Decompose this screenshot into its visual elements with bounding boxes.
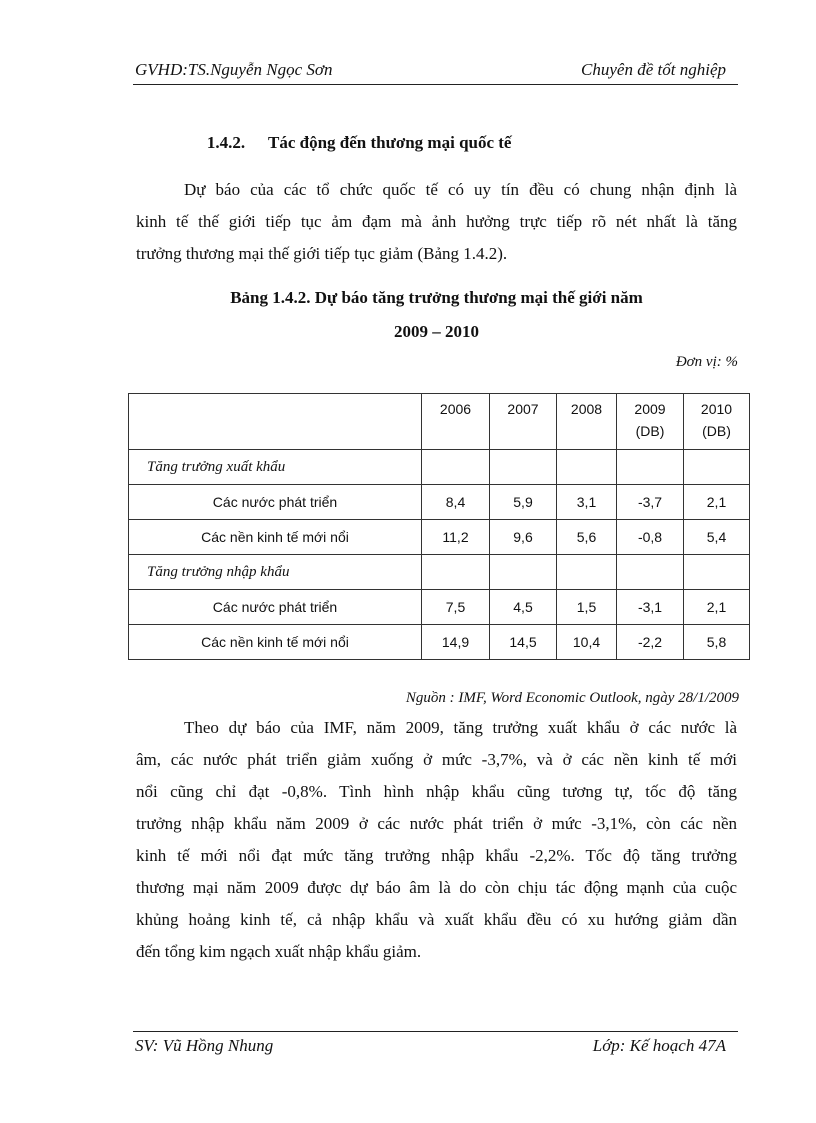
- intro-line: trưởng thương mại thế giới tiếp tục giảm (Bảng 1.4.2).: [136, 244, 508, 263]
- table-unit: Đơn vị: %: [675, 354, 738, 370]
- table-header-row: [129, 394, 750, 450]
- cell-value: -0,8: [617, 520, 684, 555]
- body-line: Theo dự báo của IMF, năm 2009, tăng trưởng xuất khẩu ở các nước là: [184, 718, 737, 737]
- row-label: Các nước phát triển: [129, 590, 422, 625]
- row-label: Các nền kinh tế mới nổi: [129, 520, 422, 555]
- cell-value: 2,1: [684, 590, 750, 625]
- cell-value: 14,9: [422, 625, 490, 660]
- section-title: Tác động đến thương mại quốc tế: [268, 133, 512, 152]
- row-label: Các nền kinh tế mới nổi: [129, 625, 422, 660]
- column-header: 2008: [557, 394, 617, 450]
- cell-value: 9,6: [490, 520, 557, 555]
- intro-paragraph: [136, 174, 737, 270]
- table-corner-cell: [129, 394, 422, 450]
- group-row: [129, 450, 750, 485]
- cell-value: 14,5: [490, 625, 557, 660]
- header-supervisor: GVHD:TS.Nguyễn Ngọc Sơn: [135, 60, 333, 79]
- column-header: 2007: [490, 394, 557, 450]
- cell-value: -3,7: [617, 485, 684, 520]
- table-row: [129, 590, 750, 625]
- column-header: 2006: [422, 394, 490, 450]
- footer-class: Lớp: Kế hoạch 47A: [592, 1036, 726, 1055]
- cell-value: 5,4: [684, 520, 750, 555]
- body-line: đến tổng kim ngạch xuất nhập khẩu giảm.: [136, 942, 422, 961]
- body-line: âm, các nước phát triển giảm xuống ở mức -3,7%, và ở các nền kinh tế mới: [136, 750, 737, 769]
- intro-line: Dự báo của các tổ chức quốc tế có uy tín đều có chung nhận định là: [184, 180, 737, 199]
- section-heading: [184, 133, 511, 153]
- cell-value: 5,6: [557, 520, 617, 555]
- cell-value: 10,4: [557, 625, 617, 660]
- cell-value: 11,2: [422, 520, 490, 555]
- cell-value: 2,1: [684, 485, 750, 520]
- table-row: [129, 520, 750, 555]
- cell-value: -3,1: [617, 590, 684, 625]
- table-source: Nguồn : IMF, Word Economic Outlook, ngày 28/1/2009: [405, 690, 739, 706]
- forecast-table: [128, 393, 750, 660]
- page-header: [133, 58, 738, 85]
- column-header: 2009 (DB): [617, 394, 684, 450]
- group-label: Tăng trưởng xuất khẩu: [129, 450, 422, 485]
- row-label: Các nước phát triển: [129, 485, 422, 520]
- body-line: khủng hoảng kinh tế, cả nhập khẩu và xuất khẩu đều có xu hướng giảm dần: [136, 910, 737, 929]
- cell-value: 7,5: [422, 590, 490, 625]
- section-number: 1.4.2.: [206, 133, 246, 152]
- column-header: 2010 (DB): [684, 394, 750, 450]
- cell-value: 4,5: [490, 590, 557, 625]
- cell-value: -2,2: [617, 625, 684, 660]
- cell-value: 3,1: [557, 485, 617, 520]
- body-line: thương mại năm 2009 được dự báo âm là do còn chịu tác động mạnh của cuộc: [136, 878, 737, 897]
- body-line: nổi cũng chỉ đạt -0,8%. Tình hình nhập khẩu cũng tương tự, tốc độ tăng: [136, 782, 737, 801]
- header-doc-type: Chuyên đề tốt nghiệp: [581, 60, 726, 79]
- cell-value: 5,9: [490, 485, 557, 520]
- body-line: trưởng nhập khẩu năm 2009 ở các nước phát triển ở mức -3,1%, còn các nền: [136, 814, 737, 833]
- cell-value: 1,5: [557, 590, 617, 625]
- intro-line: kinh tế thế giới tiếp tục ảm đạm mà ảnh hưởng trực tiếp rõ nét nhất là tăng: [136, 212, 737, 231]
- table-row: [129, 625, 750, 660]
- cell-value: 8,4: [422, 485, 490, 520]
- body-line: kinh tế mới nổi đạt mức tăng trưởng nhập khẩu -2,2%. Tốc độ tăng trưởng: [136, 846, 737, 865]
- page-footer: [133, 1031, 738, 1058]
- cell-value: 5,8: [684, 625, 750, 660]
- table-caption-years: 2009 – 2010: [394, 322, 479, 341]
- group-label: Tăng trưởng nhập khẩu: [129, 555, 422, 590]
- group-row: [129, 555, 750, 590]
- body-paragraph: [136, 712, 737, 968]
- footer-student: SV: Vũ Hồng Nhung: [135, 1036, 274, 1055]
- table-row: [129, 485, 750, 520]
- table-caption: Bảng 1.4.2. Dự báo tăng trưởng thương mại thế giới năm: [230, 288, 643, 307]
